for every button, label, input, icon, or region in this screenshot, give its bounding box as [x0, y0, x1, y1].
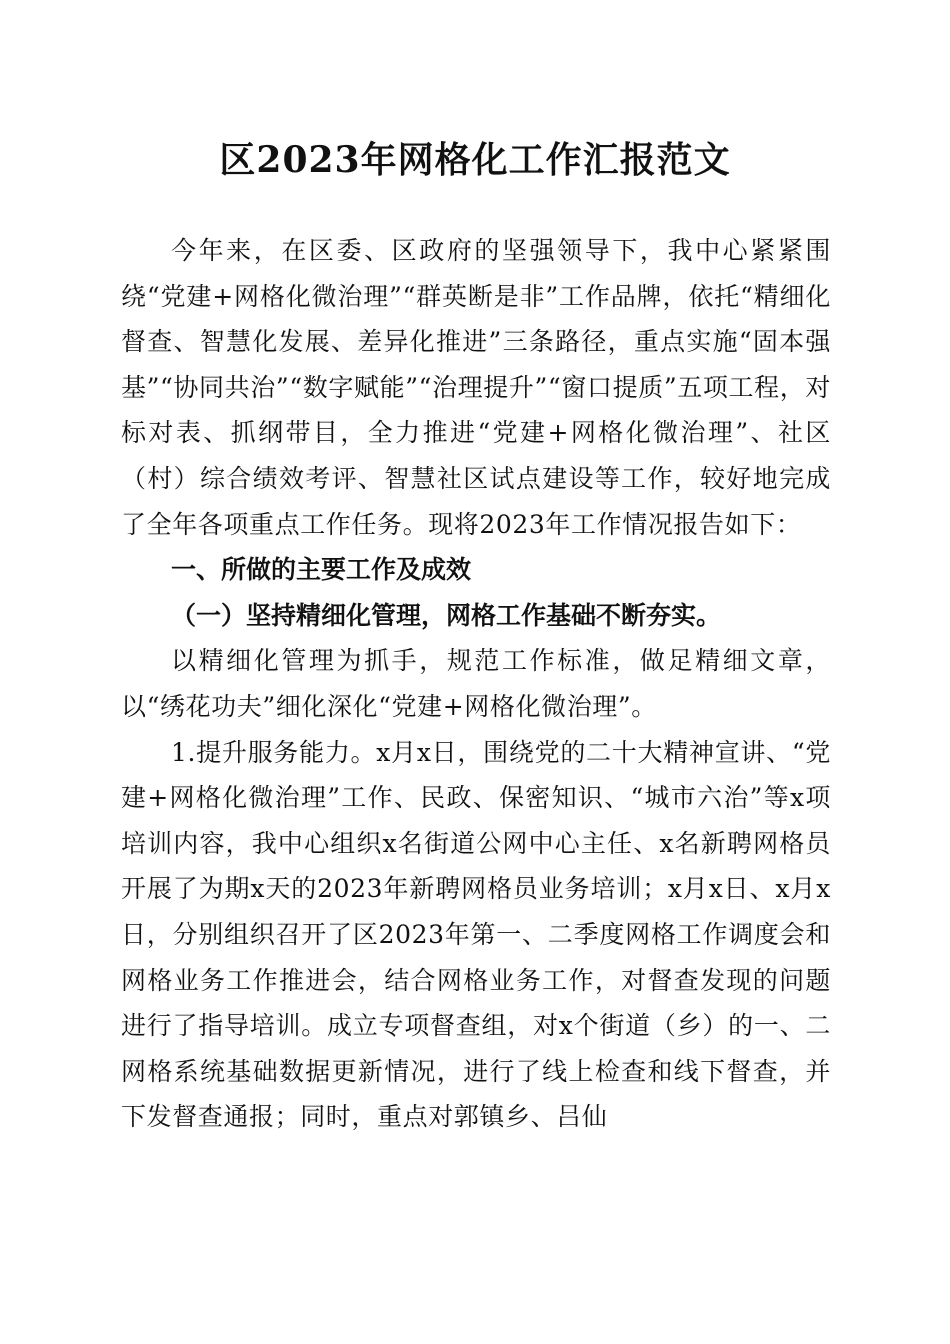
document-body [121, 228, 831, 1140]
subsection-heading: （一）坚持精细化管理，网格工作基础不断夯实。 [171, 600, 722, 630]
subsection-intro-paragraph: 以精细化管理为抓手，规范工作标准，做足精细文章，以“绣花功夫”细化深化“党建+网格化微治理”。 [121, 646, 831, 721]
document-title: 区2023年网格化工作汇报范文 [219, 139, 731, 181]
intro-paragraph: 今年来，在区委、区政府的坚强领导下，我中心紧紧围绕“党建+网格化微治理”“群英断是非”工作品牌，依托“精细化督查、智慧化发展、差异化推进”三条路径，重点实施“固本强基”“协同共治”“数字赋能”“治理提升”“窗口提质”五项工程，对标对表、抓纲带目，全力推进“党建+网格化微治理”、社区（村）综合绩效考评、智慧社区试点建设等工作，较好地完成了全年各项重点工作任务。现将2023年工作情况报告如下： [121, 236, 831, 539]
section-heading: 一、所做的主要工作及成效 [171, 555, 472, 585]
item-paragraph: 1.提升服务能力。x月x日，围绕党的二十大精神宣讲、“党建+网格化微治理”工作、民政、保密知识、“城市六治”等x项培训内容，我中心组织x名街道公网中心主任、x名新聘网格员开展了为期x天的2023年新聘网格员业务培训；x月x日、x月x日，分别组织召开了区2023年第一、二季度网格工作调度会和网格业务工作推进会，结合网格业务工作，对督查发现的问题进行了指导培训。成立专项督查组，对x个街道（乡）的一、二网格系统基础数据更新情况，进行了线上检查和线下督查，并下发督查通报；同时，重点对郭镇乡、吕仙 [121, 737, 831, 1132]
